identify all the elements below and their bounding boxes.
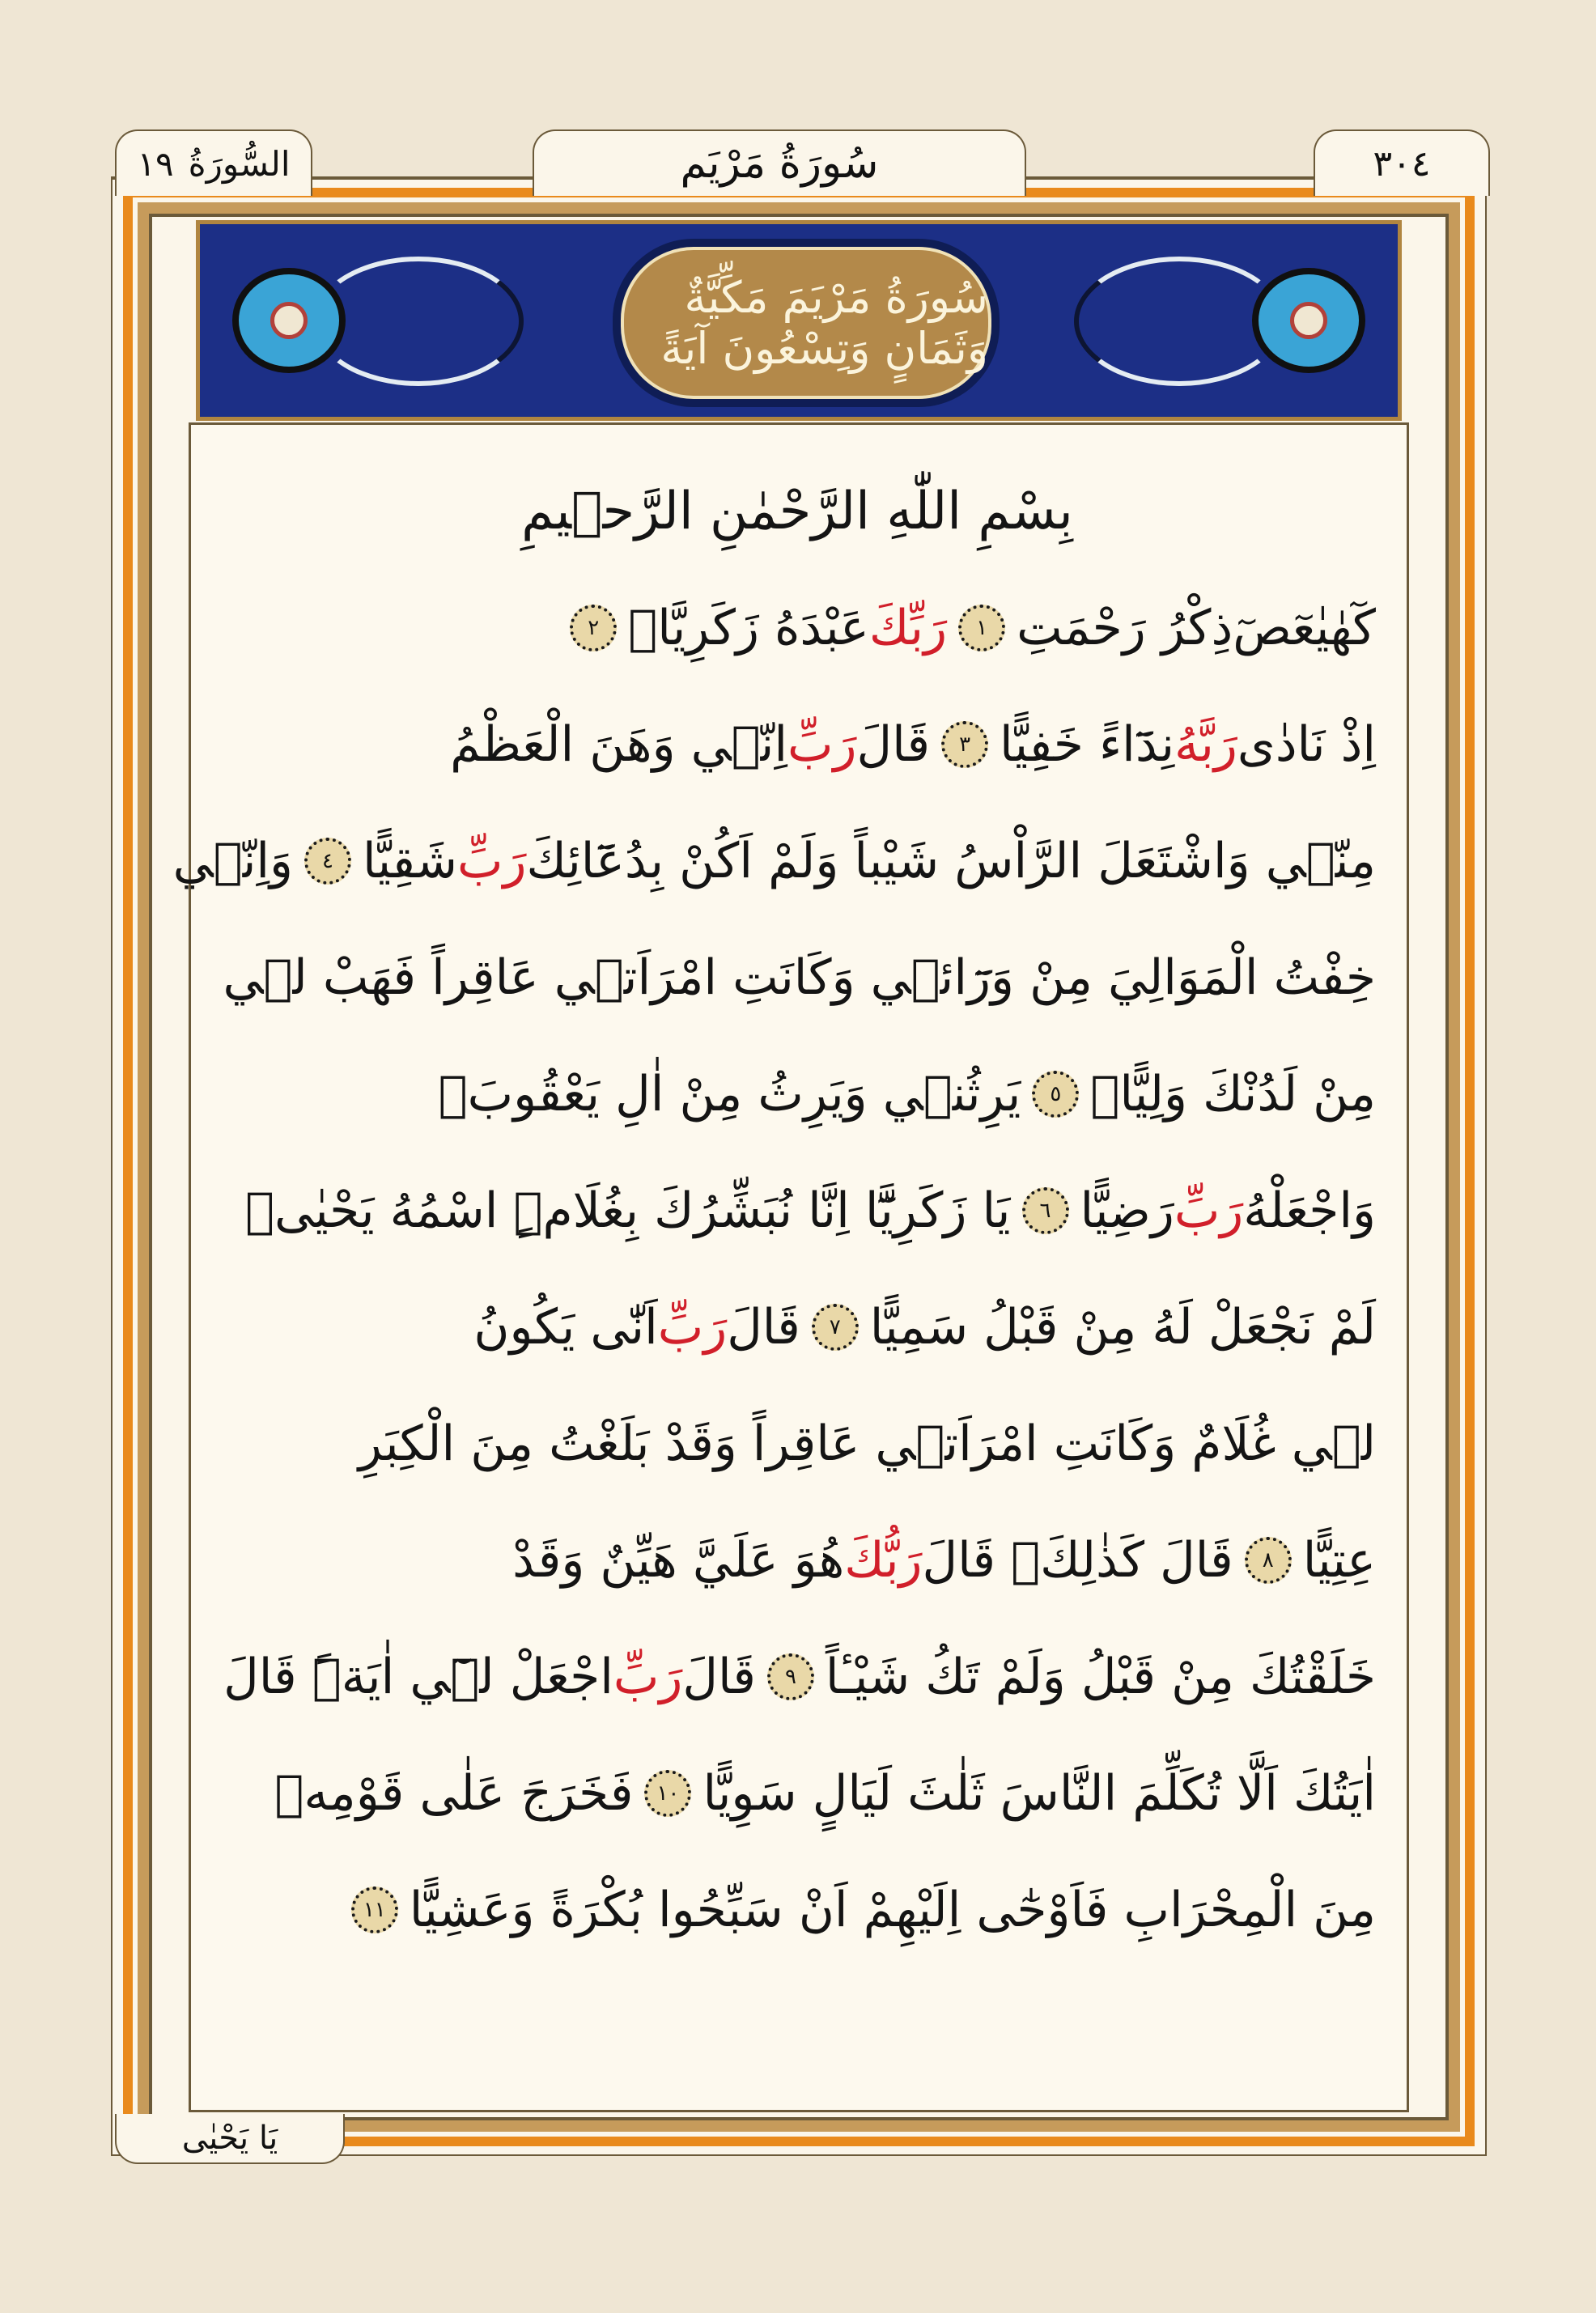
verse-text: ذِكْرُ رَحْمَتِ <box>1017 600 1233 656</box>
verse-text: ل۪ي غُلَامٌ وَكَانَتِ امْرَاَت۪ي عَاقِراً وَقَدْ بَلَغْتُ مِنَ الْكِبَرِ <box>358 1415 1376 1472</box>
verse-text: مِنّ۪ي وَاشْتَعَلَ الرَّاْسُ شَيْباً وَلَمْ اَكُنْ بِدُعَٓائِكَ <box>526 833 1376 889</box>
verse-text: يَرِثُن۪ي وَيَرِثُ مِنْ اٰلِ يَعْقُوبَۗ <box>438 1066 1021 1123</box>
verse-text: كٓهٰيٰعٓصٓ <box>1233 600 1376 656</box>
verse-number-marker: ٢ <box>570 605 617 651</box>
verse-text: لَمْ نَجْعَلْ لَهُ مِنْ قَبْلُ سَمِيًّا <box>869 1299 1376 1356</box>
verse-number-marker: ٨ <box>1245 1537 1292 1584</box>
verse-number-marker: ١ <box>958 605 1005 651</box>
verse-line <box>219 1735 1376 1852</box>
surah-title: سُورَةُ مَرْيَمَ مَكِّيَّةٌ وَثَمَانٍ وَتِسْعُونَ آيَةً <box>660 272 988 374</box>
verse-text: اَنّٰى يَكُونُ <box>473 1299 658 1356</box>
verse-text: نِدَٓاءً خَفِيًّا <box>1000 716 1175 773</box>
verse-text: يَا زَكَرِيَّٓا اِنَّا نُبَشِّرُكَ بِغُلَامٍۨ اسْمُهُ يَحْيٰىۙ <box>244 1182 1011 1239</box>
divine-name-text: رَبَّهُ <box>1174 716 1237 773</box>
verse-line <box>172 803 1376 919</box>
divine-name-text: رَبِّ <box>787 716 857 773</box>
verse-line <box>219 1269 1376 1386</box>
verse-text: مِنَ الْمِحْرَابِ فَاَوْحٰٓى اِلَيْهِمْ اَنْ سَبِّحُوا بُكْرَةً وَعَشِيًّا <box>409 1882 1376 1938</box>
verse-text: قَالَ كَذٰلِكَۚ قَالَ <box>922 1532 1233 1589</box>
surah-name: سُورَةُ مَرْيَم <box>680 139 879 188</box>
verse-line <box>219 1152 1376 1269</box>
verse-text: شَقِيًّا <box>363 833 458 889</box>
verse-text: عَبْدَهُ زَكَرِيَّاۚ <box>628 600 869 656</box>
verse-text: اِنّ۪ي وَهَنَ الْعَظْمُ <box>450 716 788 773</box>
verse-line <box>219 1619 1376 1735</box>
catchword-tab <box>115 2114 345 2164</box>
verse-text: عِتِيًّا <box>1302 1532 1376 1589</box>
verse-text: رَضِيًّا <box>1080 1182 1174 1239</box>
verse-text: قَالَ <box>856 716 931 773</box>
verse-number-marker: ٧ <box>812 1304 859 1351</box>
verse-line <box>219 1036 1376 1152</box>
verse-text: وَاجْعَلْهُ <box>1243 1182 1376 1239</box>
verse-number-marker: ١١ <box>351 1886 398 1933</box>
verse-text: هُوَ عَلَيَّ هَيِّنٌ وَقَدْ <box>512 1532 845 1589</box>
verse-line <box>219 1386 1376 1502</box>
divine-name-text: رَبِّ <box>657 1299 728 1356</box>
verse-number-marker: ٩ <box>767 1653 814 1700</box>
verse-text: فَخَرَجَ عَلٰى قَوْمِه۪ <box>274 1765 634 1822</box>
verse-line <box>219 919 1376 1036</box>
verse-text: مِنْ لَدُنْكَ وَلِيًّاۙ <box>1090 1066 1376 1123</box>
divine-name-text: رَبُّكَ <box>844 1532 923 1589</box>
catchword: يَا يَحْيٰى <box>181 2120 278 2157</box>
medallion-icon <box>232 268 346 373</box>
verse-text: اجْعَلْ ل۪ٓي اٰيَةًۜ قَالَ <box>223 1649 613 1705</box>
verse-number-marker: ٥ <box>1032 1071 1079 1118</box>
basmala-text: بِسْمِ اللّٰهِ الرَّحْمٰنِ الرَّح۪يمِ <box>521 482 1073 541</box>
verse-line <box>219 1852 1376 1968</box>
verse-text: قَالَ <box>727 1299 800 1356</box>
verse-text: اٰيَتُكَ اَلَّا تُكَلِّمَ النَّاسَ ثَلٰثَ لَيَالٍ سَوِيًّا <box>702 1765 1376 1822</box>
page-number: ٣٠٤ <box>1373 142 1431 185</box>
divine-name-text: رَبِّ <box>613 1649 683 1705</box>
medallion-icon <box>1252 268 1365 373</box>
surah-banner <box>196 220 1402 421</box>
divine-name-text: رَبِّكَ <box>868 600 948 656</box>
verse-number-marker: ٤ <box>304 838 351 885</box>
verse-text: خِفْتُ الْمَوَالِيَ مِنْ وَرَٓائ۪ي وَكَانَتِ امْرَاَت۪ي عَاقِراً فَهَبْ ل۪ي <box>223 949 1376 1006</box>
surah-name-tab <box>533 129 1026 196</box>
verse-line <box>219 686 1376 803</box>
verse-text: وَاِنّ۪ي <box>172 833 294 889</box>
page-number-tab <box>1314 129 1490 196</box>
surah-number-tab <box>115 129 312 196</box>
verse-lines <box>172 453 1376 2088</box>
surah-title-cartouche <box>621 247 991 399</box>
verse-number-marker: ١٠ <box>644 1770 691 1817</box>
surah-number: ١٩ <box>137 143 174 184</box>
divine-name-text: رَبِّ <box>457 833 527 889</box>
verse-number-marker: ٦ <box>1022 1187 1069 1234</box>
verse-text: قَالَ <box>682 1649 756 1705</box>
basmala <box>219 453 1376 570</box>
surah-label: السُّورَةُ <box>188 143 291 184</box>
verse-line <box>219 1502 1376 1619</box>
verse-line <box>219 570 1376 686</box>
verse-text: اِذْ نَادٰى <box>1237 716 1376 773</box>
divine-name-text: رَبِّ <box>1174 1182 1244 1239</box>
verse-text: خَلَقْتُكَ مِنْ قَبْلُ وَلَمْ تَكُ شَيْـٔاً <box>825 1649 1376 1705</box>
verse-number-marker: ٣ <box>941 721 988 768</box>
